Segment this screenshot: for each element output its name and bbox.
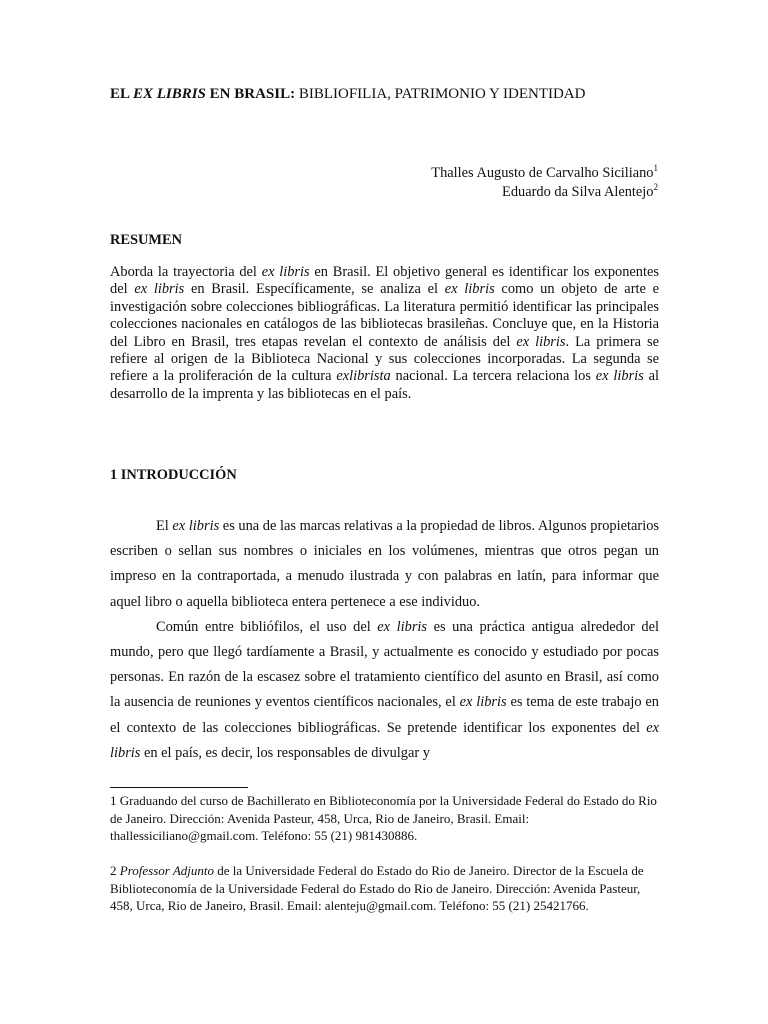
author-1-note: 1 [653,163,658,174]
italic-term: ex libris [110,719,659,761]
italic-term: ex libris [595,368,644,385]
text-run: 1 Graduando del curso de Bachillerato en Biblioteconomía por la Universidade Federal do Estado do Rio de Janeiro. Dirección: Avenida Pasteur, 458, Urca, Rio de Janeiro, Brasil. Email: thallessiciliano@gmail.com. Teléfono: 55 (21) 981430886. [110,793,657,844]
text-run: de la Universidade Federal do Estado do Rio de Janeiro. Director de la Escuela de Biblioteconomía de la Universidade Federal do Estado do Rio de Janeiro. Dirección: Avenida Pasteur, 458, Urca, Rio de Janeiro, Brasil. Email: alenteju@gmail.com. Teléfono: 55 (21) 25421766. [110,863,644,914]
text-run: como un objeto de arte e investigación sobre colecciones bibliográficas. La literatura permitió identificar las principales colecciones nacionales en catálogos de las bibliotecas brasileñas. Concluye que, en la Historia del Libro en Brasil, tres etapas revelan el contexto de análisis del [110,281,659,350]
title-part-2: EN BRASIL: [205,86,296,102]
introduction-paragraph-2 [110,615,659,766]
text-run: Aborda la trayectoria del [110,264,262,280]
author-1-name: Thalles Augusto de Carvalho Siciliano [431,165,654,181]
text-run: es tema de este trabajo en el contexto de las colecciones bibliográficas. Se pretende identificar los exponentes del [110,694,659,736]
abstract-text [110,264,659,403]
text-run: es una de las marcas relativas a la propiedad de libros. Algunos propietarios escriben o sellan sus nombres o iniciales en los volúmenes, mientras que otros pegan un impreso en la contraportada, a menudo ilustrada y con palabras en latín, para informar que aquel libro o aquella biblioteca entera pertenece a ese individuo. [110,518,659,610]
text-run: es una práctica antigua alrededor del mundo, pero que llegó tardíamente a Brasil, y actualmente es conocido y estudiado por pocas personas. En razón de la escasez sobre el tratamiento científico del asunto en Brasil, así como la ausencia de reuniones y eventos científicos nacionales, el [110,618,659,711]
text-run: en el país, es decir, los responsables de divulgar y [140,744,430,761]
text-run: El [156,518,173,534]
italic-term: ex libris [261,264,310,280]
abstract-heading: RESUMEN [110,232,182,248]
paper-title [110,84,670,104]
author-1 [431,164,658,183]
text-run: en Brasil. El objetivo general es identificar los exponentes del [110,264,659,298]
author-2 [431,183,658,202]
title-part-3: BIBLIOFILIA, PATRIMONIO Y IDENTIDAD [295,86,586,102]
title-italic: EX LIBRIS [132,86,206,102]
footnote-1 [110,792,659,845]
text-run: . La primera se refiere al origen de la Biblioteca Nacional y sus colecciones incorporadas. La segunda se refiere a la proliferación de la cultura [110,333,659,385]
italic-term: ex libris [134,281,185,298]
author-2-note: 2 [653,182,658,193]
italic-term: Professor Adjunto [119,863,215,878]
text-run: 2 [110,863,120,878]
title-part-1: EL [110,86,133,102]
italic-term: ex libris [459,694,507,711]
footnote-divider [110,787,248,788]
text-run: Común entre bibliófilos, el uso del [156,618,378,635]
italic-term: exlibrista [336,368,391,385]
footnote-2 [110,862,659,915]
introduction-paragraph-1 [110,514,659,615]
introduction-heading: 1 INTRODUCCIÓN [110,467,237,483]
text-run: nacional. La tercera relaciona los [390,368,596,385]
italic-term: ex libris [444,281,495,298]
text-run: al desarrollo de la imprenta y las bibliotecas en el país. [110,368,660,402]
introduction-body [110,514,659,766]
author-2-name: Eduardo da Silva Alentejo [502,184,654,200]
text-run: en Brasil. Específicamente, se analiza el [184,281,445,298]
italic-term: ex libris [172,518,220,534]
author-list [431,164,658,202]
italic-term: ex libris [377,618,428,635]
italic-term: ex libris [516,333,566,350]
